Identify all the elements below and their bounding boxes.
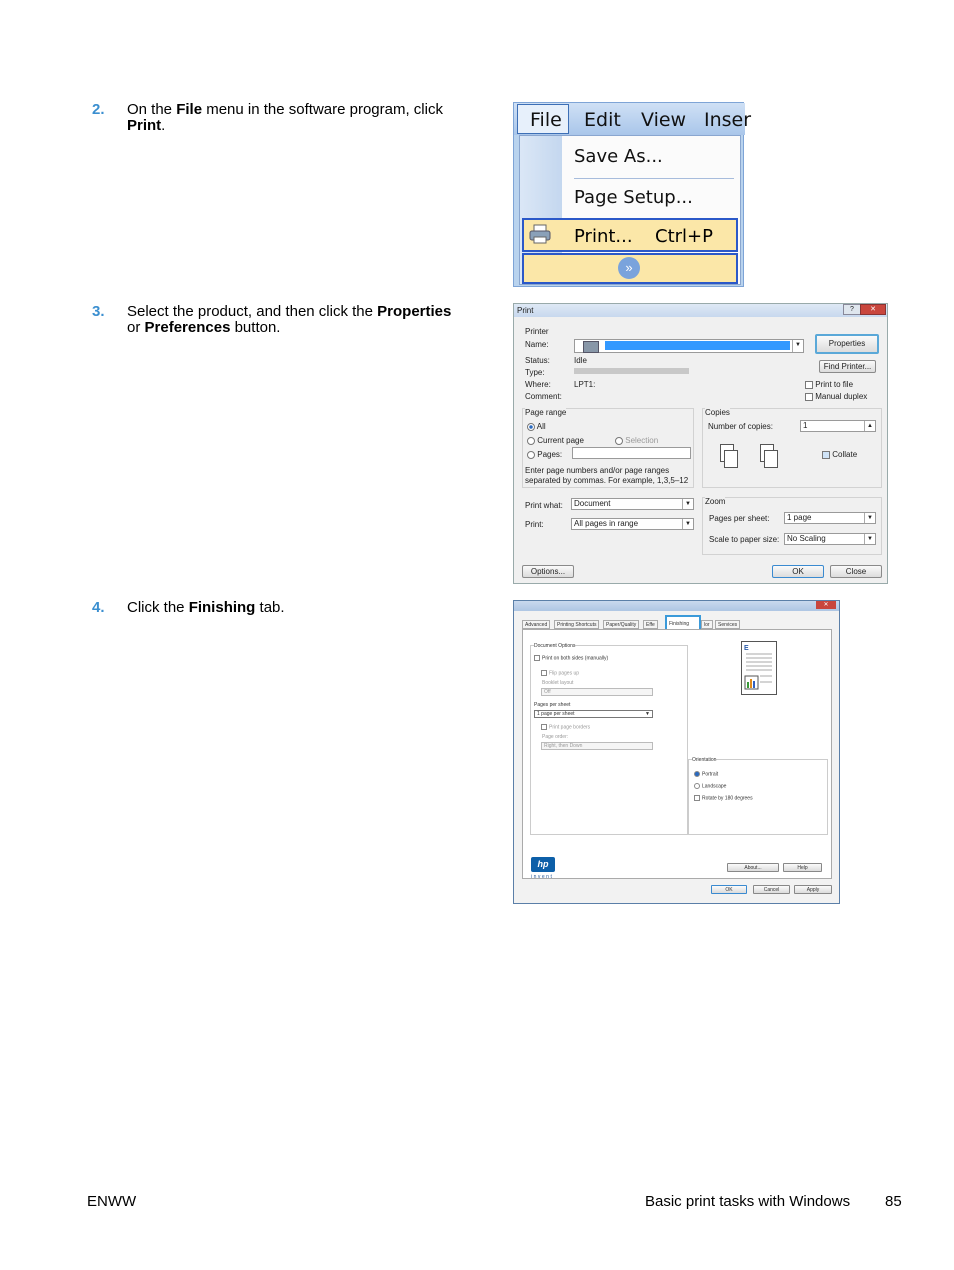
current-page-option[interactable]: Current page bbox=[527, 436, 584, 445]
close-button[interactable]: Close bbox=[830, 565, 882, 578]
menu-item-page-setup[interactable]: Page Setup... bbox=[574, 187, 693, 208]
file-dropdown bbox=[519, 135, 741, 285]
cancel-button[interactable]: Cancel bbox=[753, 885, 790, 894]
status-value: Idle bbox=[574, 356, 587, 365]
page-range-hint-1: Enter page numbers and/or page ranges bbox=[525, 466, 670, 475]
options-button[interactable]: Options... bbox=[522, 565, 574, 578]
find-printer-button[interactable]: Find Printer... bbox=[819, 360, 876, 373]
chevron-down-icon[interactable]: ▼ bbox=[645, 711, 650, 717]
chevron-down-icon[interactable]: ▼ bbox=[682, 519, 693, 529]
step-text: Click the Finishing tab. bbox=[127, 599, 285, 616]
hp-invent-text: invent bbox=[531, 874, 554, 880]
page-borders-option: Print page borders bbox=[541, 724, 590, 730]
tab-color[interactable]: lor bbox=[701, 620, 713, 629]
help-icon[interactable]: ? bbox=[843, 304, 861, 315]
menu-separator bbox=[574, 178, 734, 179]
properties-titlebar bbox=[514, 601, 839, 611]
rotate-option[interactable]: Rotate by 180 degrees bbox=[694, 795, 753, 801]
printer-group-label: Printer bbox=[525, 327, 549, 336]
step-text: Select the product, and then click the Properties or Preferences button. bbox=[127, 303, 452, 336]
pages-per-sheet-label: Pages per sheet: bbox=[709, 514, 770, 523]
menu-file[interactable]: File bbox=[530, 109, 562, 131]
hp-logo: hp bbox=[531, 857, 555, 872]
where-label: Where: bbox=[525, 380, 551, 389]
printer-icon bbox=[529, 224, 551, 244]
menu-item-save-as[interactable]: Save As... bbox=[574, 146, 663, 167]
manual-duplex-option[interactable]: Manual duplex bbox=[805, 392, 867, 401]
file-menu-screenshot bbox=[513, 102, 752, 287]
tab-finishing[interactable]: Finishing bbox=[665, 615, 701, 634]
step-text: On the File menu in the software program, click Print. bbox=[127, 101, 443, 134]
comment-label: Comment: bbox=[525, 392, 562, 401]
type-value bbox=[574, 368, 689, 374]
chevron-down-icon[interactable]: ▼ bbox=[864, 534, 875, 544]
close-icon[interactable]: ✕ bbox=[816, 601, 836, 609]
menu-bar bbox=[514, 103, 752, 135]
print-to-file-option[interactable]: Print to file bbox=[805, 380, 853, 389]
scale-select[interactable]: No Scaling ▼ bbox=[784, 533, 876, 545]
print-label: Print: bbox=[525, 520, 544, 529]
printer-properties-screenshot bbox=[513, 600, 840, 904]
apply-button[interactable]: Apply bbox=[794, 885, 832, 894]
printer-icon bbox=[583, 341, 599, 353]
print-dialog-screenshot bbox=[513, 303, 888, 584]
tab-advanced[interactable]: Advanced bbox=[522, 620, 550, 629]
copies-label: Copies bbox=[705, 408, 730, 417]
help-button[interactable]: Help bbox=[783, 863, 822, 872]
properties-button[interactable]: Properties bbox=[815, 334, 879, 354]
flip-pages-option: Flip pages up bbox=[541, 670, 579, 676]
tab-paper-quality[interactable]: Paper/Quality bbox=[603, 620, 639, 629]
all-option[interactable]: All bbox=[527, 422, 546, 431]
print-dialog-titlebar bbox=[514, 304, 887, 317]
menu-view[interactable]: View bbox=[641, 109, 687, 131]
chevron-down-icon[interactable]: ▼ bbox=[864, 513, 875, 523]
print-what-select[interactable]: Document ▼ bbox=[571, 498, 694, 510]
tab-services[interactable]: Services bbox=[715, 620, 740, 629]
dialog-title: Print bbox=[517, 306, 534, 315]
tab-printing-shortcuts[interactable]: Printing Shortcuts bbox=[554, 620, 599, 629]
pages-per-sheet-select[interactable]: 1 page ▼ bbox=[784, 512, 876, 524]
checkbox[interactable] bbox=[805, 381, 813, 389]
copies-input[interactable]: 1 ▲ bbox=[800, 420, 876, 432]
page-range-label: Page range bbox=[525, 408, 567, 417]
chevron-down-icon[interactable]: ▼ bbox=[682, 499, 693, 509]
status-label: Status: bbox=[525, 356, 550, 365]
ok-button[interactable]: OK bbox=[772, 565, 824, 578]
ok-button[interactable]: OK bbox=[711, 885, 747, 894]
zoom-label: Zoom bbox=[705, 497, 726, 506]
page-order-select: Right, then Down bbox=[541, 742, 653, 750]
menu-expand-row[interactable] bbox=[522, 253, 738, 284]
menu-edit[interactable]: Edit bbox=[584, 109, 621, 131]
landscape-option[interactable]: Landscape bbox=[694, 783, 726, 789]
footer-left: ENWW bbox=[87, 1193, 137, 1210]
selection-option: Selection bbox=[615, 436, 658, 445]
svg-text:E: E bbox=[744, 645, 749, 652]
print-shortcut: Ctrl+P bbox=[655, 226, 713, 247]
menu-insert[interactable]: Inser bbox=[704, 109, 752, 131]
chevron-down-icon[interactable]: ▼ bbox=[792, 340, 803, 352]
where-value: LPT1: bbox=[574, 380, 596, 389]
collate-option[interactable]: Collate bbox=[822, 450, 857, 459]
portrait-option[interactable]: Portrait bbox=[694, 771, 718, 777]
spinner-icon[interactable]: ▲ bbox=[864, 421, 875, 431]
print-what-label: Print what: bbox=[525, 501, 563, 510]
page-order-label: Page order: bbox=[542, 734, 569, 740]
print-label: Print... bbox=[574, 226, 633, 247]
close-icon[interactable]: ✕ bbox=[860, 304, 886, 315]
print-select[interactable]: All pages in range ▼ bbox=[571, 518, 694, 530]
page-range-hint-2: separated by commas. For example, 1,3,5–12 bbox=[525, 476, 689, 485]
booklet-select: Off bbox=[541, 688, 653, 696]
step-number: 3. bbox=[92, 303, 105, 320]
footer-section-title: Basic print tasks with Windows bbox=[645, 1193, 851, 1210]
type-label: Type: bbox=[525, 368, 545, 377]
name-label: Name: bbox=[525, 340, 549, 349]
booklet-label: Booklet layout bbox=[542, 680, 574, 686]
scale-label: Scale to paper size: bbox=[709, 535, 780, 544]
pages-per-sheet-label: Pages per sheet bbox=[534, 702, 571, 708]
number-of-copies-label: Number of copies: bbox=[708, 422, 773, 431]
pages-per-sheet-select[interactable]: 1 page per sheet ▼ bbox=[534, 710, 653, 718]
pages-input[interactable] bbox=[572, 447, 691, 459]
page-number: 85 bbox=[885, 1193, 902, 1210]
tab-effects[interactable]: Effe bbox=[643, 620, 658, 629]
pages-option[interactable]: Pages: bbox=[527, 450, 562, 459]
both-sides-option[interactable]: Print on both sides (manually) bbox=[534, 655, 608, 661]
step-number: 4. bbox=[92, 599, 105, 616]
about-button[interactable]: About... bbox=[727, 863, 779, 872]
document-options-label: Document Options bbox=[534, 643, 576, 649]
expand-chevron-icon[interactable]: » bbox=[618, 257, 640, 279]
document-preview-icon bbox=[741, 641, 777, 695]
checkbox[interactable] bbox=[805, 393, 813, 401]
menu-item-print[interactable] bbox=[522, 218, 738, 252]
step-number: 2. bbox=[92, 101, 105, 118]
printer-name-select[interactable] bbox=[574, 339, 804, 353]
zoom-group bbox=[702, 497, 882, 555]
orientation-label: Orientation bbox=[692, 757, 717, 763]
